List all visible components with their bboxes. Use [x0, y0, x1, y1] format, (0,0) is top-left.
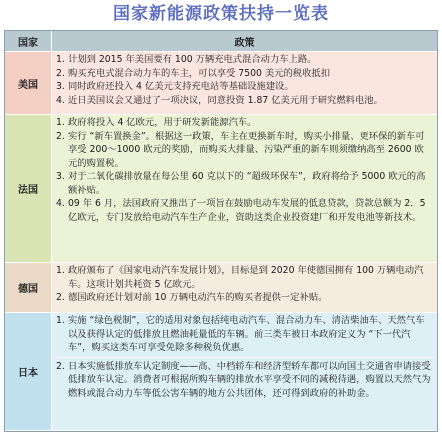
item-text: 政府颁布了《国家电动汽车发展计划》，目标是到 2020 年使德国拥有 100 万辆电动汽车。这项计划共耗资 5 亿欧元。	[68, 265, 424, 290]
policy-item	[56, 130, 433, 171]
policy-cell	[52, 263, 437, 312]
country-cell: 法国	[5, 115, 52, 262]
table-row-japan	[5, 312, 437, 430]
item-text: 日本实施低排放车认定制度——高、中档轿车和经济型轿车都可以向国土交通省申请接受低排放车认定。消费者可根据所购车辆的排放水平享受不同的减税待遇，购置以天然气为燃料或混合动力车等低公害车辆的地方公共团体，还可得到政府的补助金。	[68, 360, 431, 399]
item-number: 1.	[56, 265, 65, 276]
item-number: 1.	[56, 315, 65, 326]
item-number: 2.	[56, 360, 65, 372]
policy-item	[56, 170, 433, 197]
item-number: 4.	[56, 94, 65, 106]
item-number: 2.	[56, 130, 65, 142]
item-text: 计划到 2015 年美国要有 100 万辆充电式混合动力车上路。	[68, 54, 317, 65]
table-row-usa	[5, 51, 437, 114]
item-text: 实施 “绿色税制”，它的适用对象包括纯电动汽车、混合动力车、清洁柴油车、天然气车以及获得认定的低排放且燃油耗量低的车辆。前三类车被日本政府定义为 “下一代汽车”，购买这类车可享受免除多种税负优惠。	[68, 315, 425, 353]
item-number: 3.	[56, 81, 65, 92]
table-row-france	[5, 114, 437, 262]
item-text: 近日美国议会又通过了一项决议，同意投资 1.87 亿美元用于研究燃料电池。	[68, 94, 383, 106]
item-number: 2.	[56, 292, 65, 303]
table-header-row	[5, 31, 437, 51]
item-number: 1.	[56, 117, 65, 128]
policy-item	[56, 53, 433, 67]
item-text: 购买充电式混合动力车的车主，可以享受 7500 美元的税收抵扣	[68, 67, 330, 79]
policy-item	[56, 314, 433, 355]
item-text: 政府将投入 4 亿欧元，用于研发新能源汽车。	[68, 117, 257, 128]
item-number: 2.	[56, 67, 65, 79]
policy-item	[56, 197, 433, 224]
country-cell: 美国	[5, 52, 52, 114]
policy-item	[56, 80, 433, 94]
policy-cell	[52, 52, 437, 114]
country-cell: 日本	[5, 313, 52, 430]
item-number: 4.	[56, 198, 65, 209]
country-column-header: 国家	[5, 31, 52, 51]
policy-item	[56, 94, 433, 108]
item-text: 同时政府还投入 4 亿美元支持充电站等基础设施建设。	[68, 81, 294, 92]
item-text: 实行 “新车置换金”。根据这一政策，车主在更换新车时，购买小排量、更环保的新车可享受 200～1000 欧元的奖励，而购买大排量、污染严重的新车则须缴纳高至 2600 欧元的购置税。	[68, 130, 425, 169]
policy-item	[56, 264, 433, 291]
country-cell: 德国	[5, 263, 52, 312]
page-title: 国家新能源政策扶持一览表	[113, 4, 329, 24]
policy-item	[56, 67, 433, 81]
item-number: 3.	[56, 171, 65, 182]
policy-cell	[52, 115, 437, 262]
item-number: 1.	[56, 54, 65, 65]
policy-column-header: 政策	[52, 31, 437, 51]
item-text: 德国政府还计划对前 10 万辆电动汽车的购买者提供一定补贴。	[68, 292, 328, 303]
policy-item	[56, 357, 433, 401]
item-text: 对于二氧化碳排放量在每公里 60 克以下的 “超级环保车”，政府将给予 5000 欧元的高额补贴。	[68, 171, 426, 196]
policy-item	[56, 291, 433, 305]
policy-table	[4, 30, 438, 432]
policy-cell	[52, 313, 437, 430]
policy-item	[56, 116, 433, 130]
table-row-germany	[5, 262, 437, 312]
item-text: 09 年 6 月，法国政府又推出了一项旨在鼓励电动车发展的低息贷款，贷款总额为 2．5 亿欧元，专门发放给电动汽车生产企业，资助这类企业投资建厂和开发电池等新技术。	[68, 198, 426, 223]
